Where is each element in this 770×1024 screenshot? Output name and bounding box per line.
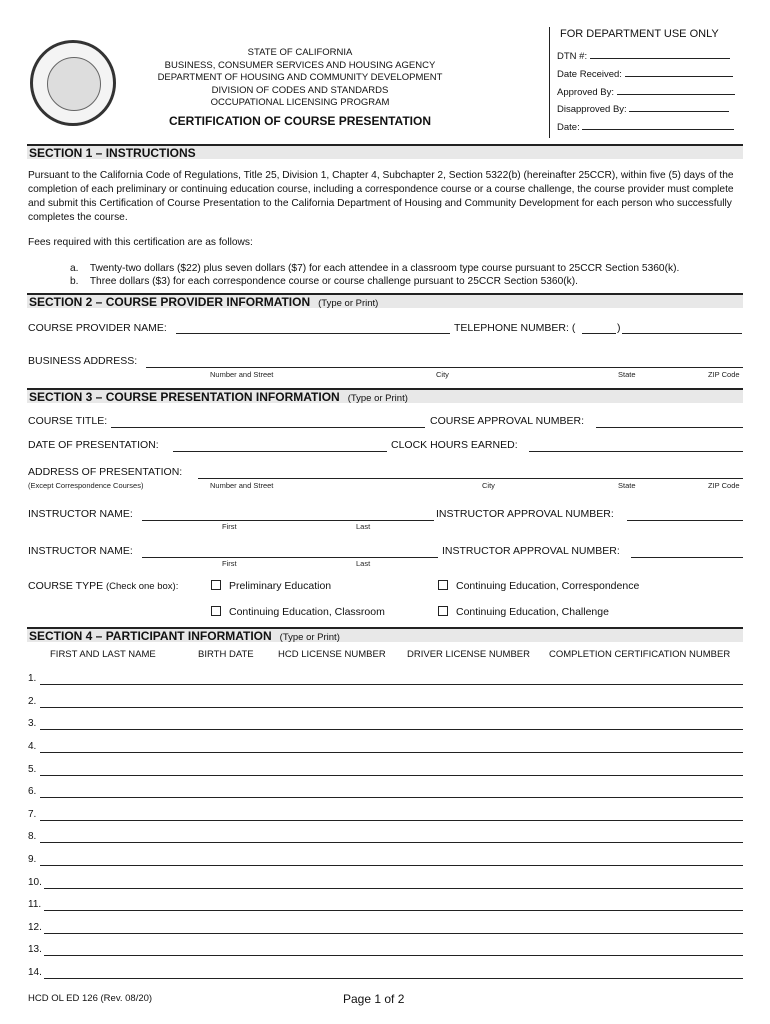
disapproved-by-label: Disapproved By: bbox=[557, 104, 627, 115]
course-type-text: COURSE TYPE bbox=[28, 580, 104, 592]
dtn-field[interactable] bbox=[557, 49, 730, 62]
address-presentation-input[interactable] bbox=[198, 478, 743, 479]
instructor-name-input[interactable] bbox=[142, 520, 434, 521]
row-number: 1. bbox=[28, 673, 37, 684]
agency-line: BUSINESS, CONSUMER SERVICES AND HOUSING AGENCY bbox=[164, 59, 436, 71]
last-caption: Last bbox=[356, 522, 371, 531]
course-type-label bbox=[28, 580, 178, 592]
section2-heading bbox=[27, 293, 743, 308]
option-label: Continuing Education, Correspondence bbox=[456, 580, 640, 592]
option-label: Continuing Education, Classroom bbox=[229, 606, 385, 618]
except-note: (Except Correspondence Courses) bbox=[28, 481, 144, 490]
course-title-input[interactable] bbox=[111, 427, 425, 428]
instructor-approval-input[interactable] bbox=[627, 520, 743, 521]
agency-header bbox=[140, 47, 460, 110]
instructor-approval-label: INSTRUCTOR APPROVAL NUMBER: bbox=[436, 508, 614, 520]
fee-text: Three dollars ($3) for each correspondence course or course challenge pursuant to 25CCR Section 5360(k). bbox=[89, 276, 578, 287]
checkbox[interactable] bbox=[211, 580, 221, 590]
telephone-input[interactable] bbox=[622, 333, 742, 334]
dept-date-field[interactable] bbox=[557, 120, 734, 133]
business-address-input[interactable] bbox=[146, 367, 743, 368]
fee-item bbox=[70, 263, 679, 276]
row-number: 8. bbox=[28, 831, 37, 842]
row-number: 10. bbox=[28, 877, 42, 888]
participant-row-line[interactable] bbox=[40, 865, 743, 866]
fees-intro: Fees required with this certification are as follows: bbox=[28, 237, 253, 248]
section1-title: SECTION 1 – INSTRUCTIONS bbox=[29, 146, 196, 160]
date-received-label: Date Received: bbox=[557, 69, 622, 80]
course-approval-label: COURSE APPROVAL NUMBER: bbox=[430, 415, 585, 427]
dept-date-label: Date: bbox=[557, 122, 580, 133]
row-number: 2. bbox=[28, 696, 37, 707]
provider-name-input[interactable] bbox=[176, 333, 450, 334]
participant-row-line[interactable] bbox=[40, 707, 743, 708]
row-number: 5. bbox=[28, 764, 37, 775]
fee-marker: b. bbox=[70, 276, 79, 287]
checkbox[interactable] bbox=[438, 606, 448, 616]
page-number: Page 1 of 2 bbox=[343, 992, 405, 1006]
row-number: 11. bbox=[28, 899, 42, 910]
row-number: 4. bbox=[28, 741, 37, 752]
pres-state-caption: State bbox=[618, 481, 636, 490]
col-name-header: FIRST AND LAST NAME bbox=[50, 649, 156, 660]
participant-row-line[interactable] bbox=[44, 955, 743, 956]
instructor-name-label-2: INSTRUCTOR NAME: bbox=[28, 545, 133, 557]
telephone-area-input[interactable] bbox=[582, 333, 616, 334]
participant-row-line[interactable] bbox=[40, 820, 743, 821]
date-presentation-label: DATE OF PRESENTATION: bbox=[28, 439, 159, 451]
section4-title: SECTION 4 – PARTICIPANT INFORMATION bbox=[29, 629, 272, 643]
col-hcd-header: HCD LICENSE NUMBER bbox=[278, 649, 386, 660]
pres-city-caption: City bbox=[482, 481, 495, 490]
option-ce-correspondence[interactable] bbox=[438, 580, 639, 592]
section4-heading bbox=[27, 627, 743, 642]
business-address-label: BUSINESS ADDRESS: bbox=[28, 355, 138, 367]
course-approval-input[interactable] bbox=[596, 427, 743, 428]
row-number: 14. bbox=[28, 967, 42, 978]
state-seal bbox=[30, 40, 116, 126]
approved-by-label: Approved By: bbox=[557, 87, 615, 98]
option-ce-challenge[interactable] bbox=[438, 606, 609, 618]
form-title: CERTIFICATION OF COURSE PRESENTATION bbox=[168, 114, 431, 128]
section1-heading bbox=[27, 144, 743, 159]
agency-line: OCCUPATIONAL LICENSING PROGRAM bbox=[210, 97, 390, 108]
pres-street-caption: Number and Street bbox=[210, 481, 274, 490]
row-number: 9. bbox=[28, 854, 37, 865]
row-number: 13. bbox=[28, 944, 42, 955]
pres-zip-caption: ZIP Code bbox=[708, 481, 740, 490]
instructor-name-input-2[interactable] bbox=[142, 557, 438, 558]
clock-hours-input[interactable] bbox=[529, 451, 743, 452]
department-use-title: FOR DEPARTMENT USE ONLY bbox=[560, 28, 719, 40]
participant-row-line[interactable] bbox=[40, 775, 743, 776]
row-number: 3. bbox=[28, 718, 37, 729]
participant-row-line[interactable] bbox=[40, 842, 743, 843]
checkbox[interactable] bbox=[211, 606, 221, 616]
date-presentation-input[interactable] bbox=[173, 451, 387, 452]
instructor-name-label: INSTRUCTOR NAME: bbox=[28, 508, 133, 520]
section3-note: (Type or Print) bbox=[347, 393, 408, 404]
agency-line: STATE OF CALIFORNIA bbox=[247, 47, 353, 58]
addr-zip-caption: ZIP Code bbox=[708, 370, 740, 379]
first-caption-2: First bbox=[222, 559, 237, 568]
telephone-label: TELEPHONE NUMBER: ( bbox=[454, 322, 576, 334]
form-id: HCD OL ED 126 (Rev. 08/20) bbox=[28, 993, 153, 1004]
participant-row-line[interactable] bbox=[40, 797, 743, 798]
participant-row-line[interactable] bbox=[44, 933, 743, 934]
clock-hours-label: CLOCK HOURS EARNED: bbox=[391, 439, 518, 451]
participant-row-line[interactable] bbox=[44, 888, 743, 889]
instructions-paragraph: Pursuant to the California Code of Regulations, Title 25, Division 1, Chapter 4, Subchapter 2, Section 5322(b) (hereinafter 25CCR), within five (5) days of the completion of each preliminary or continuing education course, including a correspondence course or a course challenge, the course provider must complete and submit this Certification of Course Presentation to the California Department of Housing and Community Development for each person who successfully completes the course. bbox=[28, 170, 734, 223]
date-received-field[interactable] bbox=[557, 67, 733, 80]
course-title-label: COURSE TITLE: bbox=[28, 415, 108, 427]
addr-city-caption: City bbox=[436, 370, 449, 379]
approved-by-field[interactable] bbox=[557, 85, 735, 98]
section3-heading bbox=[27, 388, 743, 403]
participant-row-line[interactable] bbox=[44, 978, 743, 979]
participant-row-line[interactable] bbox=[40, 729, 743, 730]
agency-line: DEPARTMENT OF HOUSING AND COMMUNITY DEVELOPMENT bbox=[157, 72, 443, 83]
addr-state-caption: State bbox=[618, 370, 636, 379]
fee-item bbox=[70, 276, 578, 289]
fee-text: Twenty-two dollars ($22) plus seven dollars ($7) for each attendee in a classroom type course pursuant to 25CCR Section 5360(k). bbox=[89, 263, 680, 274]
section2-title: SECTION 2 – COURSE PROVIDER INFORMATION bbox=[29, 295, 311, 309]
section4-note: (Type or Print) bbox=[279, 632, 340, 643]
participant-row-line[interactable] bbox=[40, 684, 743, 685]
col-driver-header: DRIVER LICENSE NUMBER bbox=[407, 649, 530, 660]
instructor-approval-input-2[interactable] bbox=[631, 557, 743, 558]
row-number: 12. bbox=[28, 922, 42, 933]
last-caption-2: Last bbox=[356, 559, 371, 568]
section2-note: (Type or Print) bbox=[318, 298, 379, 309]
col-completion-header: COMPLETION CERTIFICATION NUMBER bbox=[549, 649, 731, 660]
option-label: Preliminary Education bbox=[229, 580, 332, 592]
option-preliminary[interactable] bbox=[211, 580, 331, 592]
fee-marker: a. bbox=[70, 263, 79, 274]
address-presentation-label: ADDRESS OF PRESENTATION: bbox=[28, 466, 183, 478]
addr-street-caption: Number and Street bbox=[210, 370, 274, 379]
participant-row-line[interactable] bbox=[44, 910, 743, 911]
col-birth-header: BIRTH DATE bbox=[198, 649, 254, 660]
telephone-close: ) bbox=[617, 322, 621, 334]
section3-title: SECTION 3 – COURSE PRESENTATION INFORMATION bbox=[29, 390, 340, 404]
participant-row-line[interactable] bbox=[40, 752, 743, 753]
first-caption: First bbox=[222, 522, 237, 531]
checkbox[interactable] bbox=[438, 580, 448, 590]
agency-line: DIVISION OF CODES AND STANDARDS bbox=[211, 84, 389, 96]
option-label: Continuing Education, Challenge bbox=[456, 606, 609, 618]
row-number: 6. bbox=[28, 786, 37, 797]
instructor-approval-label-2: INSTRUCTOR APPROVAL NUMBER: bbox=[442, 545, 620, 557]
check-one-note: (Check one box): bbox=[106, 581, 179, 592]
option-ce-classroom[interactable] bbox=[211, 606, 385, 618]
disapproved-by-field[interactable] bbox=[557, 102, 729, 115]
provider-name-label: COURSE PROVIDER NAME: bbox=[28, 322, 167, 334]
row-number: 7. bbox=[28, 809, 37, 820]
dtn-label: DTN #: bbox=[557, 51, 588, 62]
